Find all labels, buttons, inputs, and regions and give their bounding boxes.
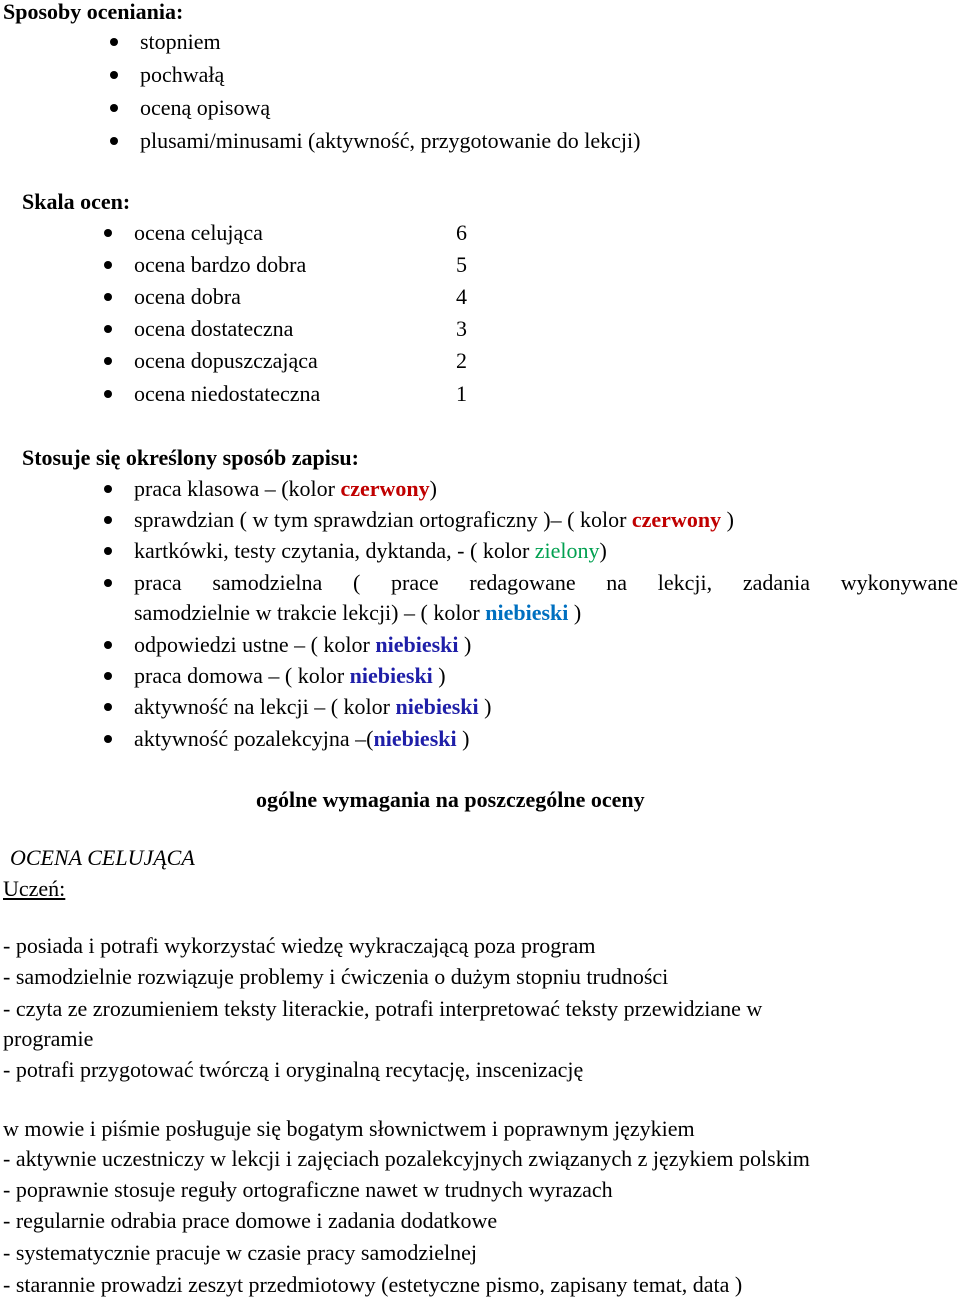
scale-label: ocena dopuszczająca [134, 348, 318, 373]
notation-item [134, 694, 491, 720]
notation-item [134, 663, 446, 689]
requirement-line: - aktywnie uczestniczy w lekcji i zajęciach pozalekcyjnych związanych z językiem polskim [3, 1146, 810, 1171]
notation-item-line1: praca samodzielna ( prace redagowane na lekcji, zadania wykonywane [134, 570, 958, 595]
scale-label: ocena dostateczna [134, 316, 294, 341]
requirement-line: - starannie prowadzi zeszyt przedmiotowy (estetyczne pismo, zapisany temat, data ) [3, 1272, 743, 1297]
bullet-icon [104, 735, 112, 743]
color-label: czerwony [631, 507, 722, 532]
scale-label: ocena bardzo dobra [134, 252, 307, 277]
requirement-line: w mowie i piśmie posługuje się bogatym słownictwem i poprawnym językiem [3, 1116, 695, 1141]
scale-label: ocena niedostateczna [134, 381, 321, 406]
notation-item [134, 600, 581, 626]
method-item: pochwałą [140, 62, 225, 87]
color-label: niebieski [349, 663, 433, 688]
bullet-icon [110, 104, 118, 112]
bullet-icon [104, 293, 112, 301]
requirement-line: - czyta ze zrozumieniem teksty literackie, potrafi interpretować teksty przewidziane w [3, 996, 763, 1021]
color-label: zielony [534, 538, 600, 563]
bullet-icon [104, 516, 112, 524]
requirement-line: programie [3, 1026, 94, 1051]
notation-text: aktywność pozalekcyjna –( [134, 726, 374, 751]
bullet-icon [104, 325, 112, 333]
requirements-heading: ogólne wymagania na poszczególne oceny [256, 787, 645, 812]
color-label: niebieski [373, 726, 457, 751]
notation-text: kartkówki, testy czytania, dyktanda, - ( kolor [134, 538, 535, 563]
bullet-icon [104, 357, 112, 365]
color-label: niebieski [395, 694, 479, 719]
scale-value: 1 [456, 381, 467, 406]
scale-title: Skala ocen: [22, 189, 131, 214]
notation-text: ) [478, 694, 492, 719]
scale-label: ocena dobra [134, 284, 241, 309]
bullet-icon [104, 261, 112, 269]
notation-text: samodzielnie w trakcie lekcji) – ( kolor [134, 600, 486, 625]
notation-item [134, 632, 471, 658]
notation-text: ) [721, 507, 734, 532]
notation-item [134, 507, 734, 533]
bullet-icon [110, 137, 118, 145]
bullet-icon [104, 390, 112, 398]
notation-text: ) [456, 726, 470, 751]
requirement-line: - posiada i potrafi wykorzystać wiedzę wykraczającą poza program [3, 933, 596, 958]
bullet-icon [110, 38, 118, 46]
notation-text: ) [429, 476, 437, 501]
scale-value: 4 [456, 284, 467, 309]
notation-text: sprawdzian ( w tym sprawdzian ortograficzny )– ( kolor [134, 507, 632, 532]
grade-title: OCENA CELUJĄCA [10, 845, 195, 870]
bullet-icon [104, 485, 112, 493]
color-label: niebieski [375, 632, 459, 657]
notation-text: odpowiedzi ustne – ( kolor [134, 632, 376, 657]
scale-label: ocena celująca [134, 220, 263, 245]
method-item: oceną opisową [140, 95, 271, 120]
color-label: niebieski [485, 600, 569, 625]
notation-item [134, 476, 437, 502]
color-label: czerwony [340, 476, 430, 501]
bullet-icon [104, 641, 112, 649]
notation-text: praca klasowa – (kolor [134, 476, 341, 501]
requirement-line: - samodzielnie rozwiązuje problemy i ćwiczenia o dużym stopniu trudności [3, 964, 669, 989]
notation-text: aktywność na lekcji – ( kolor [134, 694, 396, 719]
requirement-line: - regularnie odrabia prace domowe i zadania dodatkowe [3, 1208, 498, 1233]
notation-title: Stosuje się określony sposób zapisu: [22, 445, 359, 470]
grade-subject: Uczeń: [3, 876, 66, 901]
methods-title: Sposoby oceniania: [3, 0, 184, 24]
notation-text: praca domowa – ( kolor [134, 663, 350, 688]
notation-text: ) [599, 538, 607, 563]
scale-value: 5 [456, 252, 467, 277]
method-item: plusami/minusami (aktywność, przygotowanie do lekcji) [140, 128, 641, 153]
requirement-line: - systematycznie pracuje w czasie pracy samodzielnej [3, 1240, 477, 1265]
scale-value: 3 [456, 316, 467, 341]
bullet-icon [104, 579, 112, 587]
notation-text: ) [432, 663, 446, 688]
bullet-icon [104, 703, 112, 711]
method-item: stopniem [140, 29, 221, 54]
notation-text: ) [458, 632, 472, 657]
bullet-icon [104, 229, 112, 237]
scale-value: 6 [456, 220, 467, 245]
scale-value: 2 [456, 348, 467, 373]
requirement-line: - poprawnie stosuje reguły ortograficzne nawet w trudnych wyrazach [3, 1177, 613, 1202]
bullet-icon [104, 672, 112, 680]
bullet-icon [110, 71, 118, 79]
notation-text: ) [568, 600, 582, 625]
bullet-icon [104, 547, 112, 555]
requirement-line: - potrafi przygotować twórczą i oryginalną recytację, inscenizację [3, 1057, 584, 1082]
notation-item [134, 538, 607, 564]
notation-item [134, 726, 469, 752]
